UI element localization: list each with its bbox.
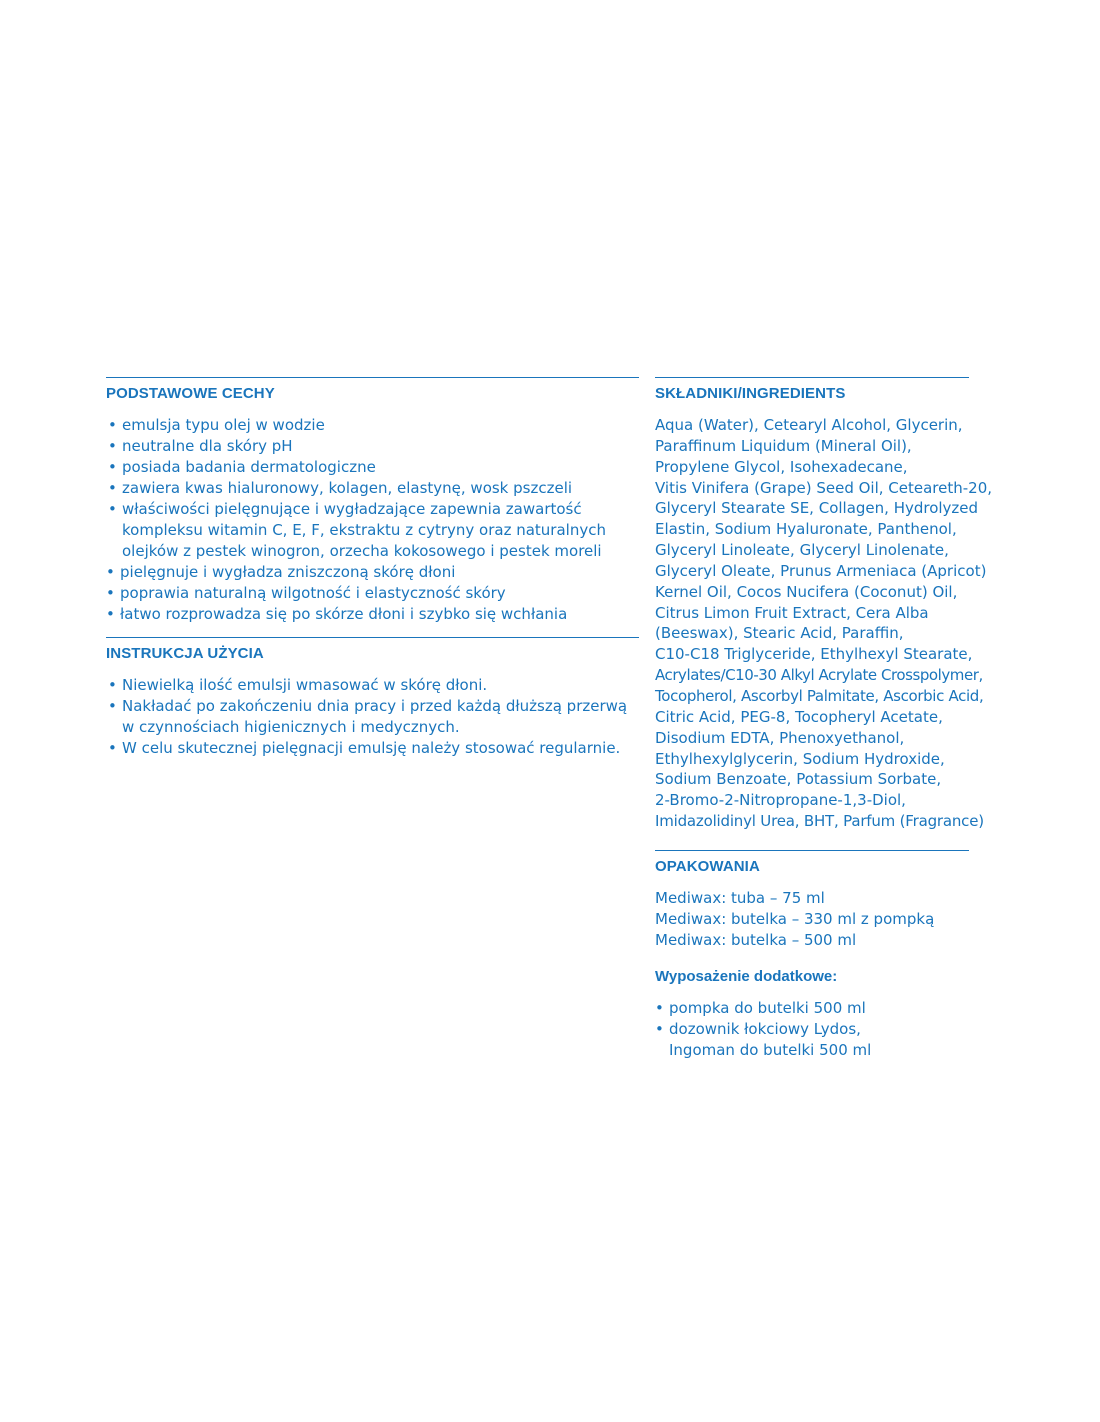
features-heading: PODSTAWOWE CECHY [106, 377, 639, 403]
list-item: • pielęgnuje i wygładza zniszczoną skórę dłoni [106, 562, 639, 583]
list-item: • właściwości pielęgnujące i wygładzające zapewnia zawartość kompleksu witamin C, E, F, ekstraktu z cytryny oraz naturalnych olejków z pestek winogron, orzecha kokosowego i pestek moreli [106, 499, 639, 562]
list-item: • dozownik łokciowy Lydos, Ingoman do butelki 500 ml [655, 1019, 969, 1061]
list-item: • poprawia naturalną wilgotność i elastyczność skóry [106, 583, 639, 604]
packaging-item: Mediwax: tuba – 75 ml [655, 888, 825, 907]
usage-heading: INSTRUKCJA UŻYCIA [106, 637, 639, 663]
list-item: • Niewielką ilość emulsji wmasować w skórę dłoni. [106, 675, 639, 696]
features-list [106, 415, 639, 625]
accessories-list [655, 998, 969, 1061]
usage-list [106, 675, 639, 759]
packaging-heading: OPAKOWANIA [655, 850, 969, 876]
packaging-list [655, 888, 969, 951]
list-item: • W celu skutecznej pielęgnacji emulsję należy stosować regularnie. [106, 738, 639, 759]
list-item: • łatwo rozprowadza się po skórze dłoni i szybko się wchłania [106, 604, 639, 625]
list-item: • pompka do butelki 500 ml [655, 998, 969, 1019]
list-item: • zawiera kwas hialuronowy, kolagen, elastynę, wosk pszczeli [106, 478, 639, 499]
left-column [106, 377, 639, 759]
right-column [655, 377, 993, 1061]
list-item: • emulsja typu olej w wodzie [106, 415, 639, 436]
ingredients-heading: SKŁADNIKI/INGREDIENTS [655, 377, 969, 403]
list-item: • Nakładać po zakończeniu dnia pracy i przed każdą dłuższą przerwą w czynnościach higienicznych i medycznych. [106, 696, 639, 738]
packaging-item: Mediwax: butelka – 500 ml [655, 930, 857, 949]
list-item: • neutralne dla skóry pH [106, 436, 639, 457]
accessories-heading: Wyposażenie dodatkowe: [655, 968, 838, 986]
list-item: • posiada badania dermatologiczne [106, 457, 639, 478]
ingredients-text: Aqua (Water), Cetearyl Alcohol, Glycerin, Paraffinum Liquidum (Mineral Oil), Propylene Glycol, Isohexadecane, Vitis Vinifera (Grape) Seed Oil, Ceteareth-20, Glyceryl Stearate SE, Collagen, Hydrolyzed Elastin, Sodium Hyaluronate, Panthenol, Glyceryl Linoleate, Glyceryl Linolenate, Glyceryl Oleate, Prunus Armeniaca (Apricot) Kernel Oil, Cocos Nucifera (Coconut) Oil, Citrus Limon Fruit Extract, Cera Alba (Beeswax), Stearic Acid, Paraffin, C10-C18 Triglyceride, Ethylhexyl Stearate, Acrylates/C10-30 Alkyl Acrylate Crosspolymer, Tocopherol, Ascorbyl Palmitate, Ascorbic Acid, Citric Acid, PEG-8, Tocopheryl Acetate, Disodium EDTA, Phenoxyethanol, Ethylhexylglycerin, Sodium Hydroxide, Sodium Benzoate, Potassium Sorbate, 2-Bromo-2-Nitropropane-1,3-Diol, Imidazolidinyl Urea, BHT, Parfum (Fragrance) [655, 416, 993, 831]
packaging-item: Mediwax: butelka – 330 ml z pompką [655, 909, 935, 928]
